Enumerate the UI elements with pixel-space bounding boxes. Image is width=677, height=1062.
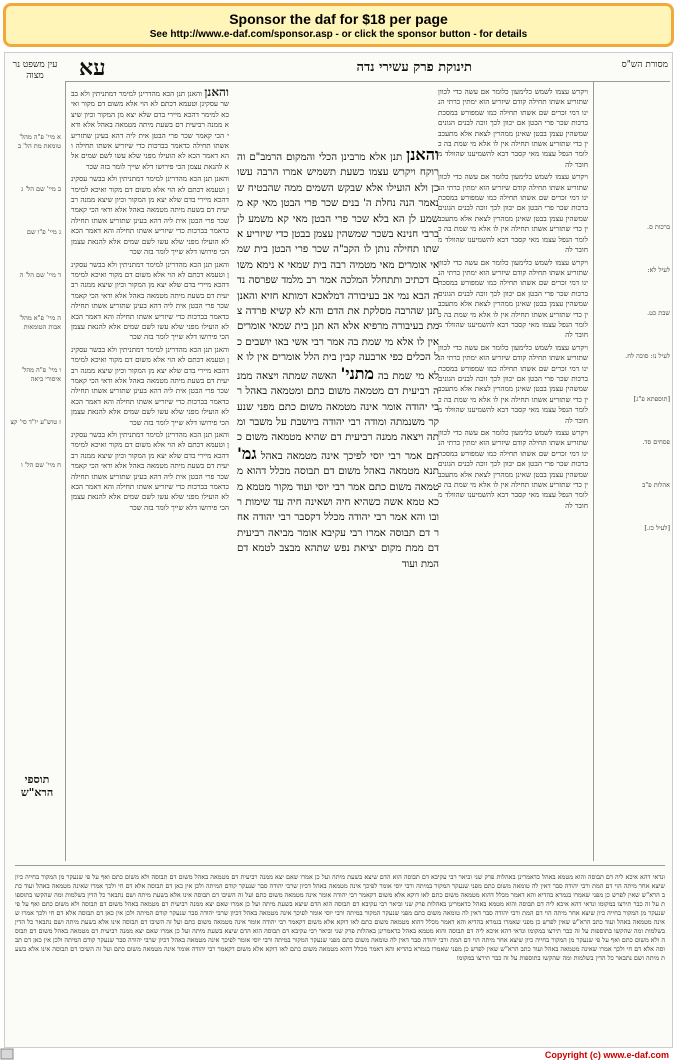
mishnah-text: האשה שמתה ויצאה ממנה רביעית דם מטמאה משום כתם ומטמאה באהל רבי יהודה אומר אינה מטמאה משום כתם מפני שנעקר משנמתה ומודה רבי יהודה ביושבת על משבר ומתה ויצאה ממנה רביעית דם שהיא מטמאה משום כתם אמר רבי יוסי לפיכך אינה מטמאה באהל xyxy=(237,370,439,462)
margin-note: ח מיי' שם הל' ו xyxy=(20,461,61,469)
margin-note: לעיל לא: xyxy=(647,266,670,274)
daf-number: עא xyxy=(79,55,106,81)
gemara2-lead-word: גמ' xyxy=(237,443,257,463)
rashi-text: ויקרש עצמו לשמש כלימעון כלומר אם עשה כדי לכוון שתזריע אשתו תחילה קודם שיזריע הוא ימתין כרתי הנינו דמי זכרים שם אשתו תחילה כמו שמפורש במסכת ברכות שכר פרי הבטן אם יכוון לכך זוכה לבנים הגונים שמשהין עצמן בבטן שאינן ממהרין לצאת אלא מתעכבין כדי שתזריע אשתו תחילה אין לו אלא מי שמת בה כלומר הנפל עצמו מאי קסבר דבא להשמיענו שהוולד מחובר לה xyxy=(438,257,588,340)
right-margin-notes xyxy=(596,223,670,567)
sponsor-subtitle[interactable]: See http://www.e-daf.com/sponsor.asp - or click the sponsor button - for details xyxy=(149,29,528,40)
copyright-link[interactable]: Copyright (c) www.e-daf.com xyxy=(544,1050,669,1060)
margin-note: ברכות ס. xyxy=(647,223,670,231)
margin-note: אהלות פ"ב xyxy=(642,481,670,489)
rashi-text: ויקרש עצמו לשמש כלימעון כלומר אם עשה כדי לכוון שתזריע אשתו תחילה קודם שיזריע הוא ימתין כרתי הנינו דמי זכרים שם אשתו תחילה כמו שמפורש במסכת ברכות שכר פרי הבטן אם יכוון לכך זוכה לבנים הגונים שמשהין עצמן בבטן שאינן ממהרין לצאת אלא מתעכבין כדי שתזריע אשתו תחילה אין לו אלא מי שמת בה כלומר הנפל עצמו מאי קסבר דבא להשמיענו שהוולד מחובר לה xyxy=(438,428,588,510)
margin-note: ה מיי' פ"א מהל' אבות הטומאות xyxy=(19,314,61,331)
margin-note: לעיל נו: סוכה לח. xyxy=(625,352,670,360)
margin-note: א מיי' פ"ה מהל' טומאת מת הל' ב xyxy=(17,133,61,150)
bottom-commentary xyxy=(15,873,665,1033)
sponsor-title[interactable]: Sponsor the daf for $18 per page xyxy=(229,11,448,27)
gemara-text: תנן אלא מרבינן הכלי והמקום הרמב"ם והרוקח ויקרש עצמו כשעת תשמיש אמרו הרבה עשו כן ולא הועילו אלא שבקש השמים ממה שהבטיח שנאמר הנה נחלת ה' בנים שכר פרי הבטן מאי קא משמע לן הא בלא שכר פרי הבטן מאי קא משמע לן ברבי חנינא בשכר שמשהין עצמן בבטן כדי שיזריע אשתו תחילה נותן לו הקב"ה שכר פרי הבטן בית שמאי אומרים מאי מטמיה רבה בית שמאי א נימא משום דכתיב ותתחלל המלכה אמר רב מלמד שפרסה נדה הבא נמי אב בעיבורה דמלאכא דמותא חזיא והאנן תנן שהרבה מסלקת את הדם והא לא קשיא פרדה צמת בעיבורה מרפיא אלא הא תנן בית שמאי אומרים אין לו אלא מי שמת בה אמר רבי אשי באו יושבים כל הכלים כפי ארבעה קבין בית הלל אומרים אין לו אלא מי שמת בה xyxy=(237,152,439,382)
gemara-lead-word: והאנן xyxy=(406,147,439,164)
margin-note: ד מיי' שם הל' ה xyxy=(19,271,61,279)
mishnah-lead-word: מתני' xyxy=(340,363,375,383)
margin-note: שבת כט. xyxy=(647,309,670,317)
margin-note: ו מיי' פ"ה מהל' איסורי ביאה xyxy=(21,366,61,383)
left-margin-rule xyxy=(65,81,66,861)
margin-note: [לעיל כז.] xyxy=(644,524,670,532)
tosafot-text: והאנן תנן הכא מהדרינן למימר דמתניתין ולא בבשר עסקינן וטעמא דכתם לא הוי אלא משום דם מקור ואיכא למימר דהכא מיירי בדם שלא יצא מן המקור וכיון שיצא ממנה רביעית דם בשעת מיתה מטמאה באהל אלא ודאי הכי קאמר שכר פרי הבטן אית ליה דהא בעינן שתזריע אשתו תחילה כדאמר בברכות כדי שיזריע אשתו תחילה והא דאמר הכא לא הועילו מפני שלא עשו לשם שמים אלא להנאת עצמן הכי פירושו דלא שייך לומר בזה שכר xyxy=(71,174,229,257)
tosafot-text: והאנן תנן הכא מהדרינן למימר דמתניתין ולא בבשר עסקינן וטעמא דכתם לא הוי אלא משום דם מקור ואיכא למימר דהכא מיירי בדם שלא יצא מן המקור וכיון שיצא ממנה רביעית דם בשעת מיתה מטמאה באהל אלא ודאי הכי קאמר שכר פרי הבטן אית ליה דהא בעינן שתזריע אשתו תחילה כדאמר בברכות כדי שיזריע אשתו תחילה והא דאמר הכא לא הועילו מפני שלא עשו לשם שמים אלא להנאת עצמן הכי פירושו דלא שייך לומר בזה שכר xyxy=(71,89,229,171)
right-margin-rule xyxy=(593,81,594,861)
tosafot-text: והאנן תנן הכא מהדרינן למימר דמתניתין ולא בבשר עסקינן וטעמא דכתם לא הוי אלא משום דם מקור ואיכא למימר דהכא מיירי בדם שלא יצא מן המקור וכיון שיצא ממנה רביעית דם בשעת מיתה מטמאה באהל אלא ודאי הכי קאמר שכר פרי הבטן אית ליה דהא בעינן שתזריע אשתו תחילה כדאמר בברכות כדי שיזריע אשתו תחילה והא דאמר הכא לא הועילו מפני שלא עשו לשם שמים אלא להנאת עצמן הכי פירושו דלא שייך לומר בזה שכר xyxy=(71,344,229,427)
tosafot-column xyxy=(71,87,229,857)
tosafot-text: והאנן תנן הכא מהדרינן למימר דמתניתין ולא בבשר עסקינן וטעמא דכתם לא הוי אלא משום דם מקור ואיכא למימר דהכא מיירי בדם שלא יצא מן המקור וכיון שיצא ממנה רביעית דם בשעת מיתה מטמאה באהל אלא ודאי הכי קאמר שכר פרי הבטן אית ליה דהא בעינן שתזריע אשתו תחילה כדאמר בברכות כדי שיזריע אשתו תחילה והא דאמר הכא לא הועילו מפני שלא עשו לשם שמים אלא להנאת עצמן הכי פירושו דלא שייך לומר בזה שכר xyxy=(71,259,229,342)
left-margin-notes xyxy=(7,133,61,504)
rashi-text: ויקרש עצמו לשמש כלימעון כלומר אם עשה כדי לכוון שתזריע אשתו תחילה קודם שיזריע הוא ימתין כרתי הנינו דמי זכרים שם אשתו תחילה כמו שמפורש במסכת ברכות שכר פרי הבטן אם יכוון לכך זוכה לבנים הגונים שמשהין עצמן בבטן שאינן ממהרין לצאת אלא מתעכבין כדי שתזריע אשתו תחילה אין לו אלא מי שמת בה כלומר הנפל עצמו מאי קסבר דבא להשמיענו שהוולד מחובר לה xyxy=(438,172,588,255)
page-title: תינוקת פרק עשירי נדה xyxy=(356,60,472,75)
bottom-text: ונדאי דהא איכא ליה דם תבוסה והוא מטמא באהל כדאמרינן באהלות פרק שני וביאר רבי עקיבא דם תבוסה הוא הדם שיצא בשעת מיתה ועל כן אמרו שאם יצא ממנה רביעית דם מטמאה באהל משום דם תבוסה ולא משום כתם ואף על פי שנעקר מן המקור בחייה כיון שיצא אחר מיתה הוי דם המת ורבי יהודה סבר דאין לה טומאה משום כתם מפני שנעקר המקור במיתה ורבי יוסי אומר לפיכך אינה מטמאה באהל דכיון שרבי יהודה סבר שנעקר קודם המיתה ולכן אין כאן דם תבוסה אלא דם חי ולכך אמרו שאינה מטמאה באהל ועוד כתב הרא"ש שאין לפרש כן מפני שאמרו בגמרא בהדיא והא דאמר מכלל דהוא מטמאה משום כתם לאו דוקא אלא משום דקאמר רבי יהודה אומר אינה מטמאה משום כתם ועל זה השיבו דם תבוסה אינו אלא בשעת מיתה ושם נתבאר כל הדין בשלמות ומה שהקשו בתוספות על זה כבר תירצו במקומו xyxy=(15,900,665,935)
ein-mishpat-label: עין משפט נר מצוה xyxy=(12,60,58,81)
mesoret-hashas-label: מסורת הש"ס xyxy=(621,60,668,70)
rashi-text: ויקרש עצמו לשמש כלימעון כלומר אם עשה כדי לכוון שתזריע אשתו תחילה קודם שיזריע הוא ימתין כרתי הנינו דמי זכרים שם אשתו תחילה כמו שמפורש במסכת ברכות שכר פרי הבטן אם יכוון לכך זוכה לבנים הגונים שמשהין עצמן בבטן שאינן ממהרין לצאת אלא מתעכבין כדי שתזריע אשתו תחילה אין לו אלא מי שמת בה כלומר הנפל עצמו מאי קסבר דבא להשמיענו שהוולד מחובר לה xyxy=(438,87,588,169)
gemara2-text: תנא מטמאה באהל משום דם תבוסה מכלל דהוא מטמאה משום כתם אמר רבי יוסי ועוד מקור מטמא מכא טמא אשה כשהיא חיה ושאינה חיה עד שימות רובו והא אמר רבי יהודה מכלל דקסבר רבי יהודה אחר דם תבוסה אמרו רבי עקיבא אומר מביאה רביעית דם ממת מקום יציאת נפש שתהא מבצב לטמא דם המת ועוד xyxy=(237,466,439,570)
talmud-page xyxy=(4,52,673,1048)
bottom-rule xyxy=(15,865,665,866)
rashi-text: ויקרש עצמו לשמש כלימעון כלומר אם עשה כדי לכוון שתזריע אשתו תחילה קודם שיזריע הוא ימתין כרתי הנינו דמי זכרים שם אשתו תחילה כמו שמפורש במסכת ברכות שכר פרי הבטן אם יכוון לכך זוכה לבנים הגונים שמשהין עצמן בבטן שאינן ממהרין לצאת אלא מתעכבין כדי שתזריע אשתו תחילה אין לו אלא מי שמת בה כלומר הנפל עצמו מאי קסבר דבא להשמיענו שהוולד מחובר לה xyxy=(438,342,588,425)
tosafot-harosh-label: תוספי הרא"ש xyxy=(20,773,54,799)
tosafot-lead: והאנן xyxy=(204,87,229,99)
margin-note: פסחים סד. xyxy=(642,438,670,446)
sponsor-banner[interactable] xyxy=(3,3,674,47)
rashi-column xyxy=(438,87,588,857)
bottom-text: ונדאי דהא איכא ליה דם תבוסה והוא מטמא באהל כדאמרינן באהלות פרק שני וביאר רבי עקיבא דם תבוסה הוא הדם שיצא בשעת מיתה ועל כן אמרו שאם יצא ממנה רביעית דם מטמאה באהל משום דם תבוסה ולא משום כתם ואף על פי שנעקר מן המקור בחייה כיון שיצא אחר מיתה הוי דם המת ורבי יהודה סבר דאין לה טומאה משום כתם מפני שנעקר המקור במיתה ורבי יוסי אומר לפיכך אינה מטמאה באהל דכיון שרבי יהודה סבר שנעקר קודם המיתה ולכן אין כאן דם תבוסה אלא דם חי ולכך אמרו שאינה מטמאה באהל ועוד כתב הרא"ש שאין לפרש כן מפני שאמרו בגמרא בהדיא והא דאמר מכלל דהוא מטמאה משום כתם לאו דוקא אלא משום דקאמר רבי יהודה אומר אינה מטמאה משום כתם ועל זה השיבו דם תבוסה אינו אלא בשעת מיתה ושם נתבאר כל הדין בשלמות ומה שהקשו בתוספות על זה כבר תירצו במקומו xyxy=(15,873,665,908)
bottom-text: ונדאי דהא איכא ליה דם תבוסה והוא מטמא באהל כדאמרינן באהלות פרק שני וביאר רבי עקיבא דם תבוסה הוא הדם שיצא בשעת מיתה ועל כן אמרו שאם יצא ממנה רביעית דם מטמאה באהל משום דם תבוסה ולא משום כתם ואף על פי שנעקר מן המקור בחייה כיון שיצא אחר מיתה הוי דם המת ורבי יהודה סבר דאין לה טומאה משום כתם מפני שנעקר המקור במיתה ורבי יוסי אומר לפיכך אינה מטמאה באהל דכיון שרבי יהודה סבר שנעקר קודם המיתה ולכן אין כאן דם תבוסה אלא דם חי ולכך אמרו שאינה מטמאה באהל ועוד כתב הרא"ש שאין לפרש כן מפני שאמרו בגמרא בהדיא והא דאמר מכלל דהוא מטמאה משום כתם לאו דוקא אלא משום דקאמר רבי יהודה אומר אינה מטמאה משום כתם ועל זה השיבו דם תבוסה אינו אלא בשעת מיתה ושם נתבאר כל הדין בשלמות ומה שהקשו בתוספות על זה כבר תירצו במקומו xyxy=(15,927,665,962)
margin-note: ג מיי' פ"ו שם xyxy=(26,228,61,236)
gemara-center xyxy=(237,147,439,853)
tosafot-text: והאנן תנן הכא מהדרינן למימר דמתניתין ולא בבשר עסקינן וטעמא דכתם לא הוי אלא משום דם מקור ואיכא למימר דהכא מיירי בדם שלא יצא מן המקור וכיון שיצא ממנה רביעית דם בשעת מיתה מטמאה באהל אלא ודאי הכי קאמר שכר פרי הבטן אית ליה דהא בעינן שתזריע אשתו תחילה כדאמר בברכות כדי שיזריע אשתו תחילה והא דאמר הכא לא הועילו מפני שלא עשו לשם שמים אלא להנאת עצמן הכי פירושו דלא שייך לומר בזה שכר xyxy=(71,430,229,512)
margin-note: ז טוש"ע יו"ד סי' קצ xyxy=(10,418,61,426)
margin-note: [תוספתא פ"ג] xyxy=(633,395,670,403)
margin-note: ב מיי' שם הל' ג xyxy=(21,185,61,193)
header-rule xyxy=(65,81,670,82)
page-thumb-icon xyxy=(0,1048,14,1060)
